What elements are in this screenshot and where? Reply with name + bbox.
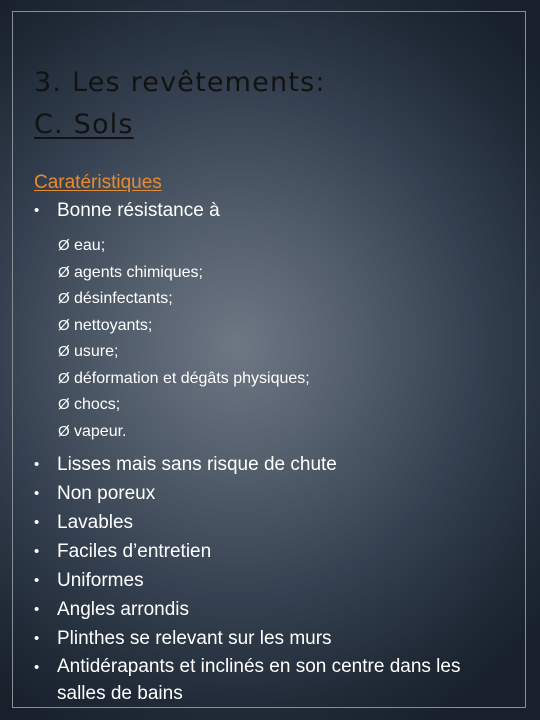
bullet-text: Uniformes — [57, 570, 144, 591]
bullet-marker: • — [34, 202, 40, 219]
bullet-marker: • — [34, 601, 40, 618]
sub-item-text: déformation et dégâts physiques; — [74, 369, 310, 387]
sub-item-text: eau; — [74, 237, 106, 254]
sub-item-text: nettoyants; — [74, 316, 153, 334]
sub-item — [58, 419, 514, 446]
sub-item — [58, 339, 514, 366]
arrow-marker: Ø — [58, 316, 70, 334]
title-line-2: C. Sols — [34, 109, 134, 140]
sub-item — [58, 260, 514, 287]
sub-item-text: usure; — [74, 343, 119, 360]
bullet-item — [34, 196, 514, 225]
bullet-marker: • — [34, 514, 40, 531]
arrow-marker: Ø — [58, 237, 70, 254]
slide-title — [34, 62, 326, 146]
bullet-item — [34, 653, 514, 707]
arrow-marker: Ø — [58, 343, 70, 360]
sub-item-text: chocs; — [74, 396, 121, 413]
bullet-marker: • — [34, 630, 40, 647]
bullet-item — [34, 508, 514, 537]
bullet-marker: • — [34, 543, 40, 560]
bullet-marker: • — [34, 485, 40, 502]
title-line-1: 3. Les revêtements: — [34, 67, 326, 98]
sub-item-text: agents chimiques; — [74, 263, 203, 281]
sub-item — [58, 313, 514, 340]
bullet-text: Plinthes se relevant sur les murs — [57, 628, 332, 649]
bullet-item — [34, 450, 514, 479]
sub-item-list — [58, 233, 514, 445]
bullet-item — [34, 595, 514, 624]
sub-item — [58, 392, 514, 419]
first-bullet-list — [34, 196, 514, 225]
subtitle-link[interactable]: Caratéristiques — [34, 172, 162, 193]
bullet-item — [34, 537, 514, 566]
bullet-text: Lisses mais sans risque de chute — [57, 454, 337, 475]
sub-item-text: vapeur. — [74, 422, 127, 440]
sub-item — [58, 286, 514, 313]
arrow-marker: Ø — [58, 263, 70, 281]
bullet-marker: • — [34, 572, 40, 589]
sub-item — [58, 366, 514, 393]
bullet-marker: • — [34, 456, 40, 473]
bullet-text: Angles arrondis — [57, 599, 190, 620]
bullet-list — [34, 450, 514, 707]
arrow-marker: Ø — [58, 422, 70, 440]
bullet-item — [34, 624, 514, 653]
bullet-item — [34, 566, 514, 595]
bullet-text: Lavables — [57, 512, 134, 533]
sub-item — [58, 233, 514, 260]
bullet-text: Bonne résistance à — [57, 200, 220, 221]
arrow-marker: Ø — [58, 396, 70, 413]
bullet-item — [34, 479, 514, 508]
bullet-text: Faciles d’entretien — [57, 541, 212, 562]
arrow-marker: Ø — [58, 290, 70, 307]
bullet-text: Antidérapants et inclinés en son centre dans les salles de bains — [57, 656, 461, 704]
bullet-marker: • — [34, 659, 40, 676]
arrow-marker: Ø — [58, 369, 70, 387]
slide-content — [34, 170, 514, 707]
bullet-text: Non poreux — [57, 483, 156, 504]
sub-item-text: désinfectants; — [74, 290, 173, 307]
